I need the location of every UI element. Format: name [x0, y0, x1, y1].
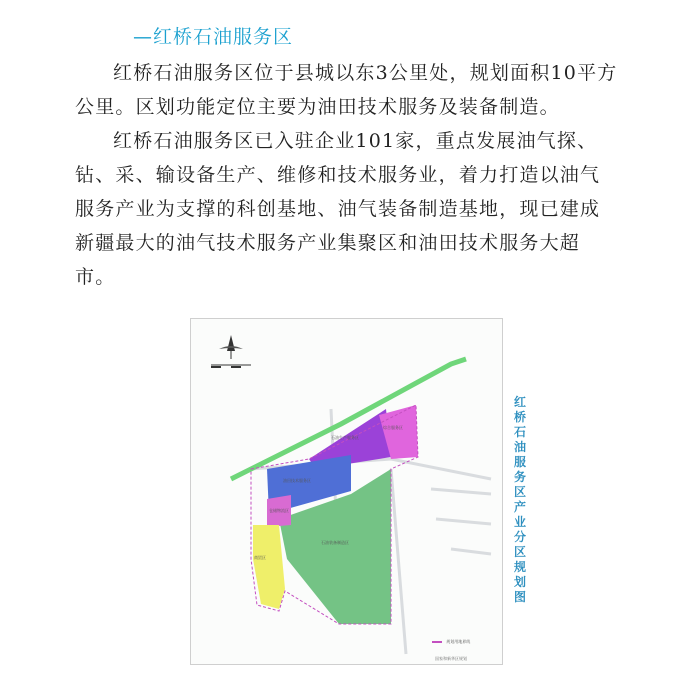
north-arrow-icon [211, 335, 251, 368]
paragraph-enterprises: 红桥石油服务区已入驻企业101家，重点发展油气探、钻、采、输设备生产、维修和技术服务业，着力打造以油气服务产业为支撑的科创基地、油气装备制造基地，现已建成新疆最大的油气技术服务产业集聚区和油田技术服务大超市。 [75, 130, 601, 288]
paragraph-location: 红桥石油服务区位于县城以东3公里处，规划面积10平方公里。区划功能定位主要为油田技术服务及装备制造。 [75, 62, 618, 118]
map-side-title: 红 桥 石 油 服 务 区 产 业 分 区 规 划 图 [513, 395, 526, 604]
legend-label: 规划用地界线 [446, 639, 471, 644]
map-source-note: 国家和新华区规划 [435, 656, 467, 661]
map-legend [432, 639, 470, 645]
legend-swatch [432, 641, 442, 643]
zoning-map-graphic [191, 319, 502, 664]
label-pink: 仓储物流区 [269, 508, 289, 513]
zoning-map [190, 318, 503, 665]
label-magenta: 综合服务区 [383, 425, 403, 430]
zone-yellow [253, 525, 285, 609]
section-heading: —红桥石油服务区 [133, 26, 294, 48]
label-yellow: 商贸区 [254, 555, 266, 560]
label-blue: 油田技术服务区 [283, 478, 311, 483]
label-green: 石油装备制造区 [321, 540, 349, 545]
label-purple: 石油生产服务区 [331, 435, 359, 440]
